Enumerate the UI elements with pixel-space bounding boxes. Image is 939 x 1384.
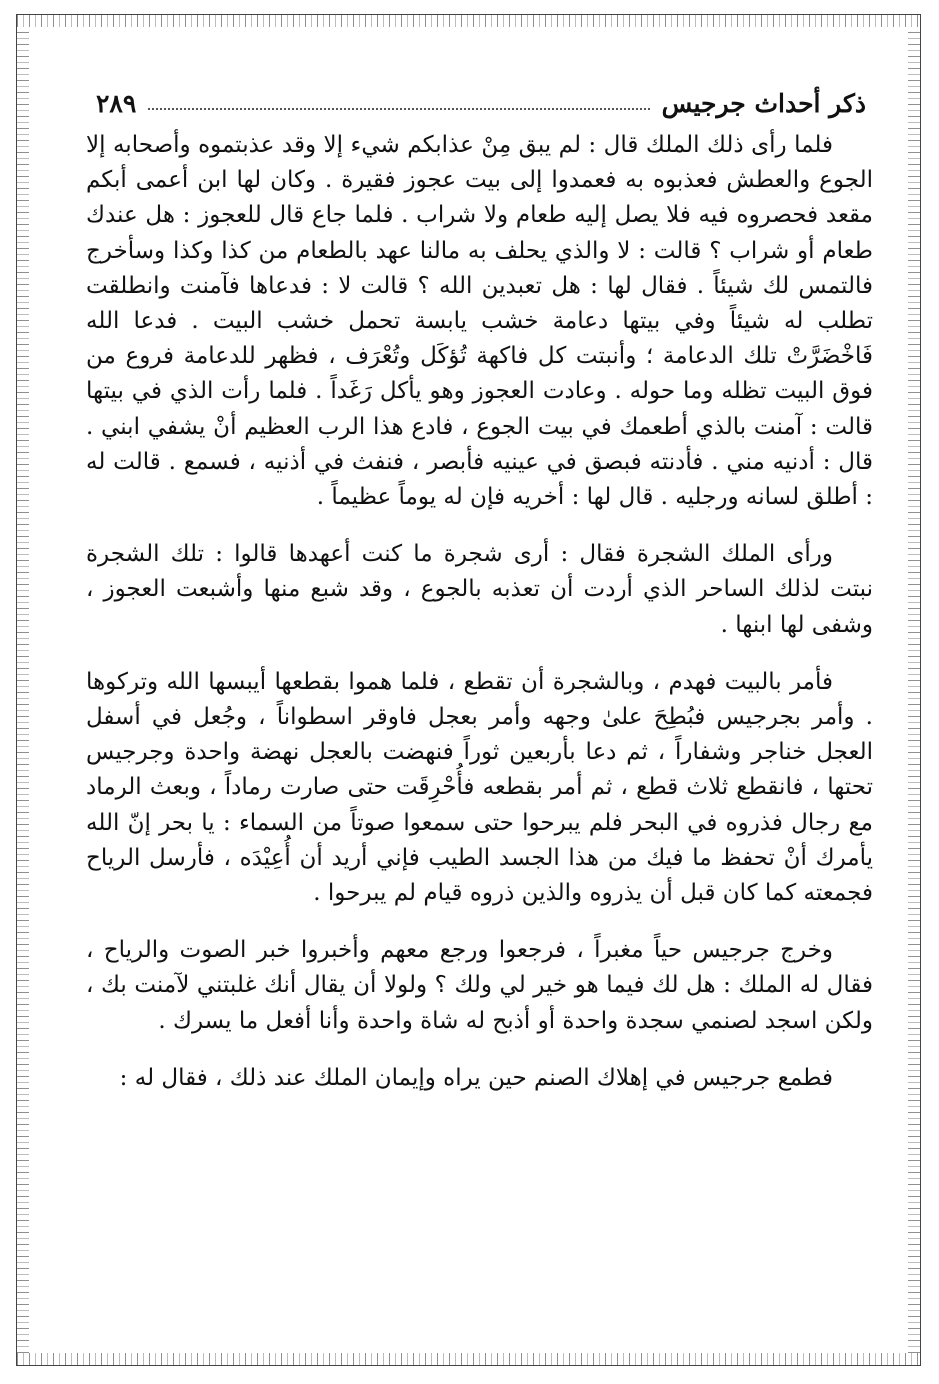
page-number: ٢٨٩: [96, 89, 137, 118]
header-dot-leader: [148, 107, 649, 110]
paragraph-5: فطمع جرجيس في إهلاك الصنم حين يراه وإيمان الملك عند ذلك ، فقال له :: [119, 1064, 833, 1091]
paragraph-2: ورأى الملك الشجرة فقال : أرى شجرة ما كنت أعهدها قالوا : تلك الشجرة نبتت لذلك الساحر الذي أردت أن تعذبه بالجوع ، وقد شبع منها وأشبعت العجوز ، وشفى لها ابنها .: [86, 541, 873, 638]
paragraph-3: فأمر بالبيت فهدم ، وبالشجرة أن تقطع ، فلما هموا بقطعها أيبسها الله وتركوها . وأمر بجرجيس فبُطِحَ علىٰ وجهه وأمر بعجل فاوقر اسطواناً ، وجُعل في أسفل العجل خناجر وشفاراً ، ثم دعا بأربعين ثوراً فنهضت بالعجل نهضة واحدة وجرجيس تحتها ، فانقطع ثلاث قطع ، ثم أمر بقطعه فأُحْرِقَت حتى صارت رماداً ، وبعث الرماد مع رجال فذروه في البحر فلم يبرحوا حتى سمعوا صوتاً من السماء : يا بحر إنّ الله يأمرك أنْ تحفظ ما فيك من هذا الجسد الطيب فإني أريد أن أُعِيْدَه ، فأرسل الرياح فجمعته كما كان قبل أن يذروه والذين ذروه قيام لم يبرحوا .: [86, 668, 873, 907]
chapter-title: ذكر أحداث جرجيس: [661, 89, 866, 118]
page-body: [86, 128, 873, 1096]
paragraph-1: فلما رأى ذلك الملك قال : لم يبق مِنْ عذابكم شيء إلا وقد عذبتموه وأصحابه إلا الجوع والعطش فعذبوه به فعمدوا إلى بيت عجوز فقيرة . وكان لها ابن أعمى أبكم مقعد فحصروه فيه فلا يصل إليه طعام ولا شراب . فلما جاع قال للعجوز : هل عندك طعام أو شراب ؟ قالت : لا والذي يحلف به مالنا عهد بالطعام من كذا وكذا وسأخرج فالتمس لك شيئاً . فقال لها : هل تعبدين الله ؟ قالت لا : فدعاها فآمنت وانطلقت تطلب له شيئاً وفي بيتها دعامة خشب يابسة تحمل خشب البيت . فدعا الله فَاخْضَرَّتْ تلك الدعامة ؛ وأنبتت كل فاكهة تُؤكَل وتُعْرَف ، فظهر للدعامة فروع من فوق البيت تظله وما حوله . وعادت العجوز وهو يأكل رَغَداً . فلما رأت الذي في بيتها قالت : آمنت بالذي أطعمك في بيت الجوع ، فادع هذا الرب العظيم أنْ يشفي ابني . قال : أدنيه مني . فأدنته فبصق في عينيه فأبصر ، فنفث في أذنيه ، فسمع . قالت له : أطلق لسانه ورجليه . قال لها : أخريه فإن له يوماً عظيماً .: [86, 132, 873, 511]
running-header: [96, 78, 866, 118]
paragraph-4: وخرج جرجيس حياً مغبراً ، فرجعوا ورجع معهم وأخبروا خبر الصوت والرياح ، فقال له الملك : هل لك فيما هو خير لي ولك ؟ ولولا أن يقال أنك غلبتني لآمنت بك ، ولكن اسجد لصنمي سجدة واحدة أو أذبح له شاة واحدة وأنا أفعل ما يسرك .: [86, 937, 873, 1034]
